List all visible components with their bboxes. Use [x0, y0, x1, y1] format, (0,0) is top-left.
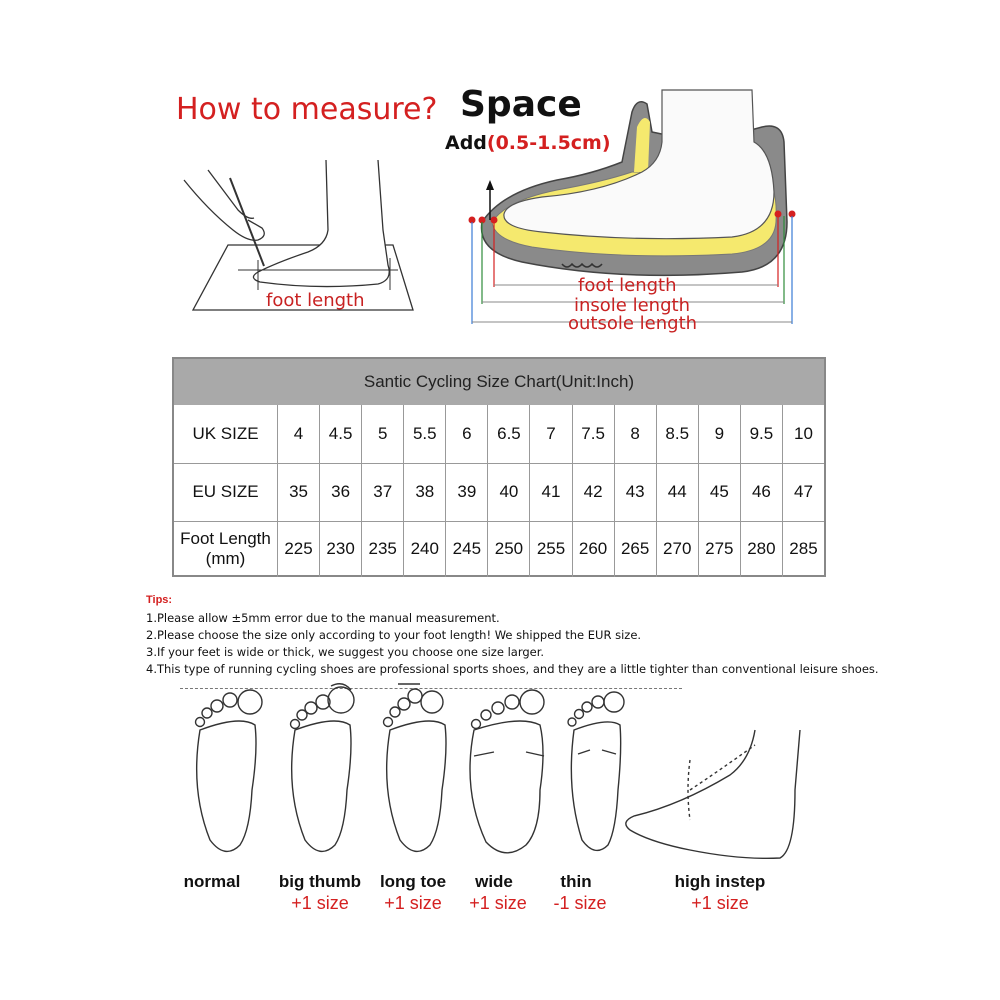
- table-row-foot-length: [174, 521, 824, 577]
- table-cell: 245: [446, 521, 488, 577]
- foot-length-label-left: foot length: [266, 290, 365, 311]
- table-cell: 41: [530, 463, 572, 521]
- size-adjustment: +1 size: [469, 893, 527, 913]
- table-cell: 4: [278, 405, 320, 463]
- table-cell: 285: [789, 539, 818, 558]
- thin-foot-icon: [568, 692, 624, 850]
- size-chart-table: [172, 357, 826, 577]
- row-header: UK SIZE: [174, 405, 278, 463]
- table-cell: 47: [794, 482, 813, 501]
- tips-title: Tips:: [146, 594, 173, 606]
- big-thumb-foot-icon: [291, 684, 355, 852]
- table-cell: 225: [278, 521, 320, 577]
- table-cell: 42: [573, 463, 615, 521]
- table-cell: 4.5: [320, 405, 362, 463]
- table-cell: 40: [488, 463, 530, 521]
- table-cell: 6.5: [488, 405, 530, 463]
- page-title: How to measure?: [176, 92, 438, 127]
- size-adjustment: -1 size: [553, 893, 607, 913]
- foot-type-label: big thumb: [278, 872, 362, 891]
- space-label: Space: [460, 84, 582, 125]
- foot-type-label: normal: [183, 872, 241, 891]
- table-cell: 7.5: [573, 405, 615, 463]
- table-cell: 9: [699, 405, 741, 463]
- tip-item: 1.Please allow ±5mm error due to the manual measurement.: [146, 611, 500, 625]
- table-cell: 280: [741, 521, 783, 577]
- table-cell: 270: [657, 521, 699, 577]
- outsole-length-label: outsole length: [568, 313, 698, 334]
- table-cell: 9.5: [741, 405, 783, 463]
- long-toe-foot-icon: [384, 684, 447, 851]
- table-cell: 260: [573, 521, 615, 577]
- table-row-uk-size: [174, 405, 824, 464]
- table-cell: 250: [488, 521, 530, 577]
- table-cell: 255: [530, 521, 572, 577]
- table-cell: 8.5: [657, 405, 699, 463]
- table-cell: 235: [362, 521, 404, 577]
- table-row-eu-size: [174, 463, 824, 522]
- add-prefix: Add: [445, 132, 487, 154]
- table-cell: 275: [699, 521, 741, 577]
- row-header: EU SIZE: [174, 463, 278, 521]
- table-cell: 44: [657, 463, 699, 521]
- table-cell: 7: [530, 405, 572, 463]
- size-chart-title: Santic Cycling Size Chart(Unit:Inch): [174, 359, 824, 405]
- table-cell: 36: [320, 463, 362, 521]
- table-cell: 46: [741, 463, 783, 521]
- size-adjustment: +1 size: [291, 893, 349, 913]
- foot-type-label: long toe: [379, 872, 447, 891]
- normal-foot-icon: [196, 690, 263, 851]
- foot-type-label: high instep: [674, 872, 766, 891]
- table-cell: 43: [615, 463, 657, 521]
- size-adjustment: +1 size: [384, 893, 442, 913]
- foot-length-label-right: foot length: [578, 275, 677, 296]
- add-value: (0.5-1.5cm): [486, 132, 611, 154]
- row-header: Foot Length (mm): [174, 521, 278, 577]
- foot-type-label: wide: [475, 872, 513, 891]
- high-instep-foot-icon: [626, 730, 800, 858]
- table-cell: 8: [615, 405, 657, 463]
- table-cell: 10: [794, 424, 813, 443]
- table-cell: 35: [278, 463, 320, 521]
- tip-item: 2.Please choose the size only according to your foot length! We shipped the EUR size.: [146, 628, 642, 642]
- insole-length-label: insole length: [574, 295, 690, 316]
- table-cell: 45: [699, 463, 741, 521]
- tip-item: 4.This type of running cycling shoes are professional sports shoes, and they are a little tighter than conventional leisure shoes.: [146, 662, 879, 676]
- table-cell: 240: [404, 521, 446, 577]
- table-cell: 6: [446, 405, 488, 463]
- foot-types-illustration: [180, 680, 820, 870]
- tip-item: 3.If your feet is wide or thick, we suggest you choose one size larger.: [146, 645, 545, 659]
- table-cell: 265: [615, 521, 657, 577]
- table-cell: 230: [320, 521, 362, 577]
- foot-type-label: thin: [560, 872, 592, 891]
- wide-foot-icon: [470, 690, 544, 853]
- table-cell: 37: [362, 463, 404, 521]
- table-cell: 5: [362, 405, 404, 463]
- table-cell: 5.5: [404, 405, 446, 463]
- table-cell: 38: [404, 463, 446, 521]
- table-cell: 39: [446, 463, 488, 521]
- size-adjustment: +1 size: [691, 893, 749, 913]
